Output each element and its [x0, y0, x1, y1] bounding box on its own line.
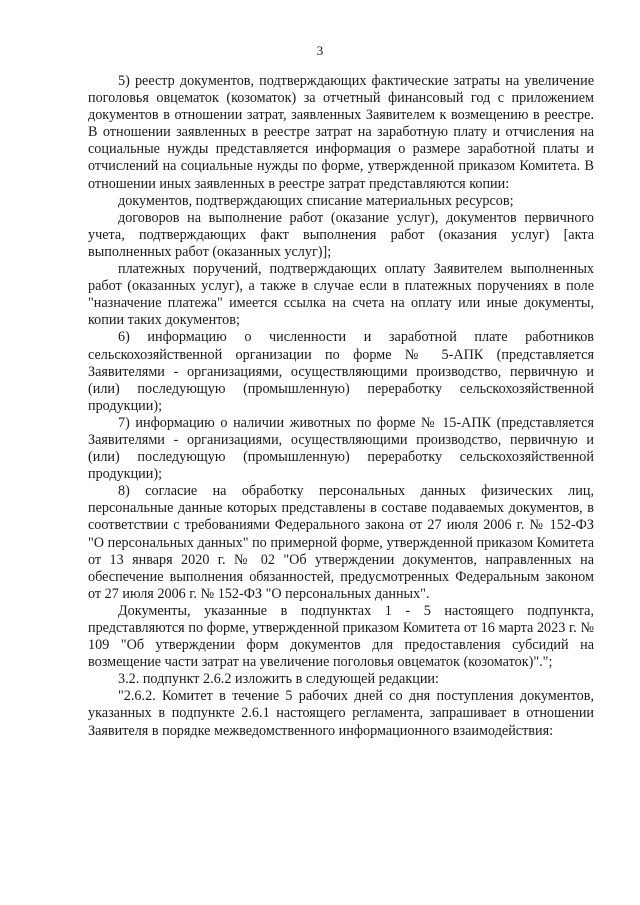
paragraph-section-3-2: 3.2. подпункт 2.6.2 изложить в следующей редакции: — [118, 671, 439, 688]
paragraph-item-6: 6) информацию о численности и заработной плате работников сельскохозяйственной организации по форме № 5-АПК (представляется Заявителями - организациями, осуществляющими производство, первичную и (или) последующую (промышленную) переработку сельскохозяйственной продукции); — [88, 329, 594, 414]
paragraph-documents-write-off: документов, подтверждающих списание материальных ресурсов; — [118, 192, 514, 209]
document-body — [88, 73, 594, 740]
paragraph-documents-form: Документы, указанные в подпунктах 1 - 5 настоящего подпункта, представляются по форме, утвержденной приказом Комитета от 16 марта 2023 г. № 109 "Об утверждении форм документов для предоставления субсидий на возмещение части затрат на увеличение поголовья овцематок (козоматок)"."; — [88, 602, 594, 671]
paragraph-contracts: договоров на выполнение работ (оказание услуг), документов первичного учета, подтверждающих факт выполнения работ (оказания услуг) [акта выполненных работ (оказанных услуг)]; — [88, 209, 594, 260]
page-number: 3 — [316, 43, 324, 58]
paragraph-2-6-2: "2.6.2. Комитет в течение 5 рабочих дней со дня поступления документов, указанных в подпункте 2.6.1 настоящего регламента, запрашивает в отношении Заявителя в порядке межведомственного информационного взаимодействия: — [88, 688, 594, 739]
paragraph-item-8: 8) согласие на обработку персональных данных физических лиц, персональные данные которых представлены в составе подаваемых документов, в соответствии с требованиями Федерального закона от 27 июля 2006 г. № 152-ФЗ "О персональных данных" по примерной форме, утвержденной приказом Комитета от 13 января 2020 г. № 02 "Об утверждении документов, направленных на обеспечение выполнения обязанностей, предусмотренных Федеральным законом от 27 июля 2006 г. № 152-ФЗ "О персональных данных". — [88, 483, 594, 602]
paragraph-item-5: 5) реестр документов, подтверждающих фактические затраты на увеличение поголовья овцематок (козоматок) за отчетный финансовый год с приложением документов в отношении затрат, заявленных Заявителем к возмещению в реестре. В отношении заявленных в реестре затрат на заработную плату и отчисления на социальные нужды представляется информация о размере заработной платы и отчислений на социальные нужды по форме, утвержденной приказом Комитета. В отношении иных заявленных в реестре затрат представляются копии: — [88, 73, 594, 192]
paragraph-item-7: 7) информацию о наличии животных по форме № 15-АПК (представляется Заявителями - организациями, осуществляющими производство, первичную и (или) последующую (промышленную) переработку сельскохозяйственной продукции); — [88, 414, 594, 483]
paragraph-payment-orders: платежных поручений, подтверждающих оплату Заявителем выполненных работ (оказанных услуг), а также в случае если в платежных поручениях в поле "назначение платежа" имеется ссылка на счета на оплату или иные документы, копии таких документов; — [88, 261, 594, 329]
